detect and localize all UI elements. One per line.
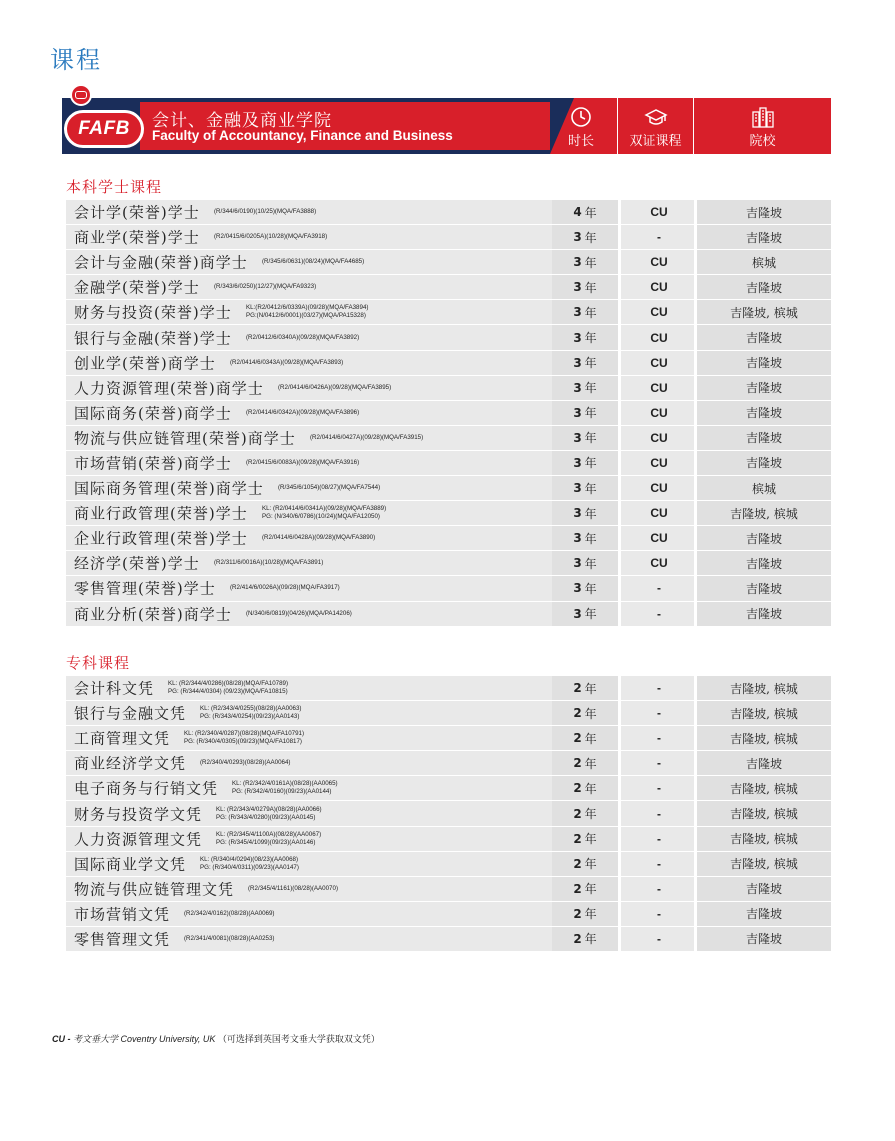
dual-award-cell: CU — [650, 280, 668, 295]
duration-cell — [552, 250, 618, 274]
duration-unit: 年 — [584, 381, 597, 396]
dual-award-cell: CU — [650, 556, 668, 571]
table-row — [66, 551, 831, 576]
program-code — [246, 409, 359, 417]
duration-value: 3 — [573, 380, 582, 395]
program-code-line: PG: (R/344/4/0304) (09/23)(MQA/FA10815) — [168, 688, 288, 696]
duration-value: 2 — [573, 781, 582, 796]
duration-value: 3 — [573, 455, 582, 470]
footnote-abbr: CU - — [52, 1034, 71, 1044]
program-code-line: KL: (R2/342/4/0161A)(08/28)(AA0065) — [232, 780, 338, 788]
program-code-line: (R2/414/6/0026A)(09/28)(MQA/FA3917) — [230, 584, 340, 592]
duration-value: 2 — [573, 681, 582, 696]
dual-award-cell: - — [657, 881, 661, 896]
program-name: 财务与投资(荣誉)学士 — [74, 303, 232, 322]
duration-unit: 年 — [584, 331, 597, 346]
degree-table — [66, 200, 831, 627]
duration-cell — [552, 401, 618, 425]
program-code — [214, 208, 316, 216]
footnote-note: （可选择到英国考文垂大学获取双文凭） — [217, 1034, 380, 1044]
duration-cell — [552, 476, 618, 500]
duration-unit: 年 — [584, 305, 597, 320]
dual-award-cell: CU — [650, 531, 668, 546]
campus-cell: 吉隆坡, 槟城 — [697, 776, 831, 800]
duration-value: 2 — [573, 706, 582, 721]
program-code-line: KL: (R2/343/4/0255)(08/28)(AA0063) — [200, 705, 302, 713]
dual-award-cell: - — [657, 581, 661, 596]
campus-cell: 吉隆坡 — [697, 376, 831, 400]
duration-cell — [552, 776, 618, 800]
program-code-line: (R2/0414/6/0343A)(09/28)(MQA/FA3893) — [230, 358, 344, 366]
table-row — [66, 927, 831, 952]
program-code-line: (R2/340/4/0293)(08/28)(AA0064) — [200, 759, 291, 767]
program-code-line: (R/345/6/0631)(08/24)(MQA/FA4685) — [262, 258, 365, 266]
duration-cell — [552, 902, 618, 926]
program-code-line: PG: (N/340/6/0786)(10/24)(MQA/FA12050) — [262, 513, 380, 521]
duration-value: 3 — [573, 305, 582, 320]
program-code — [262, 505, 386, 521]
campus-cell: 吉隆坡 — [697, 401, 831, 425]
program-code — [230, 359, 343, 367]
duration-value: 3 — [573, 556, 582, 571]
header-dual-label: 双证课程 — [629, 134, 682, 149]
table-row — [66, 275, 831, 300]
graduation-cap-icon — [644, 108, 668, 128]
program-name: 国际商务(荣誉)商学士 — [74, 404, 232, 423]
campus-cell: 吉隆坡, 槟城 — [697, 300, 831, 324]
duration-value: 3 — [573, 481, 582, 496]
program-code-line: (R/344/6/0190)(10/25)(MQA/FA3888) — [214, 208, 317, 216]
dual-award-cell: CU — [650, 355, 668, 370]
program-code-line: PG: (R/342/4/0160)(09/23)(AA0144) — [232, 788, 332, 796]
duration-unit: 年 — [584, 356, 597, 371]
duration-value: 3 — [573, 255, 582, 270]
table-row — [66, 376, 831, 401]
campus-cell: 吉隆坡 — [697, 902, 831, 926]
table-row — [66, 250, 831, 275]
campus-cell: 吉隆坡 — [697, 576, 831, 600]
duration-value: 3 — [573, 606, 582, 621]
header-campus — [693, 98, 831, 154]
duration-cell — [552, 300, 618, 324]
program-name: 会计学(荣誉)学士 — [74, 203, 200, 222]
table-row — [66, 877, 831, 902]
header-duration-label: 时长 — [567, 134, 594, 149]
program-code — [200, 759, 290, 767]
duration-unit: 年 — [584, 681, 597, 696]
dual-award-cell: CU — [650, 380, 668, 395]
program-name: 市场营销文凭 — [74, 905, 171, 924]
duration-cell — [552, 325, 618, 349]
page-title: 课程 — [50, 46, 102, 74]
program-code — [168, 680, 288, 696]
campus-cell: 吉隆坡 — [697, 551, 831, 575]
table-row — [66, 602, 831, 627]
campus-cell: 吉隆坡, 槟城 — [697, 827, 831, 851]
campus-cell: 吉隆坡, 槟城 — [697, 801, 831, 825]
duration-cell — [552, 751, 618, 775]
table-row — [66, 776, 831, 801]
campus-cell: 吉隆坡, 槟城 — [697, 701, 831, 725]
campus-cell: 吉隆坡 — [697, 225, 831, 249]
campus-cell: 吉隆坡 — [697, 426, 831, 450]
duration-unit: 年 — [584, 406, 597, 421]
duration-unit: 年 — [584, 280, 597, 295]
table-row — [66, 401, 831, 426]
campus-cell: 吉隆坡 — [697, 526, 831, 550]
diploma-table — [66, 676, 831, 952]
program-code — [278, 384, 391, 392]
program-name: 零售管理文凭 — [74, 930, 171, 949]
duration-value: 3 — [573, 506, 582, 521]
duration-unit: 年 — [584, 230, 597, 245]
duration-unit: 年 — [584, 431, 597, 446]
fafb-logo — [64, 110, 144, 148]
dual-award-cell: - — [657, 856, 661, 871]
program-name: 人力资源管理(荣誉)商学士 — [74, 379, 264, 398]
header-dual — [617, 98, 693, 154]
duration-cell — [552, 827, 618, 851]
duration-cell — [552, 576, 618, 600]
duration-value: 2 — [573, 931, 582, 946]
table-row — [66, 701, 831, 726]
footnote-en: Coventry University, UK — [120, 1034, 216, 1044]
duration-cell — [552, 275, 618, 299]
table-row — [66, 325, 831, 350]
program-code-line: KL:(R2/0412/6/0339A)(09/28)(MQA/FA3894) — [246, 304, 369, 312]
clock-icon — [570, 106, 592, 128]
duration-unit: 年 — [584, 205, 597, 220]
program-name: 市场营销(荣誉)商学士 — [74, 454, 232, 473]
campus-cell: 吉隆坡, 槟城 — [697, 501, 831, 525]
table-row — [66, 676, 831, 701]
program-code-line: KL: (R2/340/4/0287)(08/28)(MQA/FA10791) — [184, 730, 305, 738]
header-campus-label: 院校 — [749, 134, 776, 149]
table-row — [66, 225, 831, 250]
duration-value: 2 — [573, 756, 582, 771]
campus-cell: 吉隆坡 — [697, 877, 831, 901]
campus-cell: 槟城 — [697, 250, 831, 274]
faculty-name-cn: 会计、金融及商业学院 — [152, 111, 332, 131]
duration-cell — [552, 225, 618, 249]
dual-award-cell: - — [657, 230, 661, 245]
duration-unit: 年 — [584, 506, 597, 521]
duration-unit: 年 — [584, 481, 597, 496]
dual-award-cell: CU — [650, 205, 668, 220]
dual-award-cell: - — [657, 731, 661, 746]
dual-award-cell: CU — [650, 506, 668, 521]
faculty-name-en: Faculty of Accountancy, Finance and Business — [152, 128, 453, 143]
program-code-line: (R2/0412/6/0340A)(09/28)(MQA/FA3892) — [246, 333, 360, 341]
duration-unit: 年 — [584, 706, 597, 721]
duration-value: 3 — [573, 280, 582, 295]
duration-unit: 年 — [584, 781, 597, 796]
dual-award-cell: - — [657, 831, 661, 846]
table-row — [66, 351, 831, 376]
duration-cell — [552, 676, 618, 700]
campus-cell: 吉隆坡, 槟城 — [697, 726, 831, 750]
duration-cell — [552, 701, 618, 725]
duration-cell — [552, 426, 618, 450]
program-code-line: (R2/345/4/1161)(08/28)(AA0070) — [248, 884, 339, 892]
table-row — [66, 751, 831, 776]
program-code-line: (R2/342/4/0162)(08/28)(AA0069) — [184, 909, 275, 917]
duration-unit: 年 — [584, 756, 597, 771]
program-code-line: (R2/0414/6/0428A)(09/28)(MQA/FA3890) — [262, 534, 376, 542]
program-name: 企业行政管理(荣誉)学士 — [74, 529, 248, 548]
duration-cell — [552, 526, 618, 550]
program-code — [246, 610, 352, 618]
program-name: 商业经济学文凭 — [74, 754, 187, 773]
duration-value: 3 — [573, 230, 582, 245]
program-code-line: (R2/0415/6/0083A)(09/28)(MQA/FA3916) — [246, 458, 360, 466]
duration-value: 3 — [573, 405, 582, 420]
campus-cell: 吉隆坡, 槟城 — [697, 676, 831, 700]
dual-award-cell: CU — [650, 255, 668, 270]
duration-value: 3 — [573, 355, 582, 370]
campus-cell: 吉隆坡 — [697, 351, 831, 375]
campus-cell: 吉隆坡, 槟城 — [697, 852, 831, 876]
duration-value: 2 — [573, 881, 582, 896]
duration-cell — [552, 501, 618, 525]
faculty-banner — [62, 98, 831, 154]
dual-award-cell: - — [657, 806, 661, 821]
program-name: 创业学(荣誉)商学士 — [74, 354, 216, 373]
program-name: 工商管理文凭 — [74, 729, 171, 748]
duration-value: 2 — [573, 731, 582, 746]
program-code — [184, 935, 274, 943]
program-code-line: PG: (R/343/4/0254)(09/23)(AA0143) — [200, 713, 300, 721]
campus-cell: 吉隆坡 — [697, 325, 831, 349]
program-code — [246, 334, 359, 342]
duration-unit: 年 — [584, 556, 597, 571]
duration-unit: 年 — [584, 832, 597, 847]
table-row — [66, 576, 831, 601]
program-code — [200, 705, 301, 721]
duration-cell — [552, 602, 618, 626]
dual-award-cell: - — [657, 906, 661, 921]
duration-unit: 年 — [584, 581, 597, 596]
duration-unit: 年 — [584, 857, 597, 872]
program-code-line: KL: (R2/343/4/0279A)(08/28)(AA0066) — [216, 805, 322, 813]
table-row — [66, 451, 831, 476]
campus-cell: 吉隆坡 — [697, 275, 831, 299]
footnote — [52, 1032, 380, 1045]
duration-unit: 年 — [584, 255, 597, 270]
dual-award-cell: CU — [650, 481, 668, 496]
program-code-line: PG: (R/340/4/0305)(09/23)(MQA/FA10817) — [184, 738, 302, 746]
duration-cell — [552, 376, 618, 400]
program-code — [246, 459, 359, 467]
duration-value: 4 — [573, 205, 582, 220]
program-name: 电子商务与行销文凭 — [74, 779, 219, 798]
duration-cell — [552, 451, 618, 475]
duration-unit: 年 — [584, 882, 597, 897]
dual-award-cell: CU — [650, 405, 668, 420]
program-name: 银行与金融(荣誉)学士 — [74, 329, 232, 348]
campus-cell: 吉隆坡 — [697, 451, 831, 475]
program-code — [278, 484, 380, 492]
program-code — [262, 534, 375, 542]
program-name: 商业学(荣誉)学士 — [74, 228, 200, 247]
program-code — [184, 910, 274, 918]
duration-value: 3 — [573, 531, 582, 546]
dual-award-cell: - — [657, 681, 661, 696]
duration-cell — [552, 877, 618, 901]
program-code — [232, 780, 338, 796]
program-name: 国际商业学文凭 — [74, 855, 187, 874]
table-row — [66, 300, 831, 325]
duration-unit: 年 — [584, 932, 597, 947]
program-name: 物流与供应链管理文凭 — [74, 880, 235, 899]
table-row — [66, 426, 831, 451]
program-code-line: KL: (R2/0414/6/0341A)(09/28)(MQA/FA3889) — [262, 505, 387, 513]
program-name: 财务与投资学文凭 — [74, 805, 203, 824]
program-code-line: (R2/341/4/0081)(08/28)(AA0253) — [184, 934, 275, 942]
program-code-line: PG: (R/343/4/0280)(09/23)(AA0145) — [216, 813, 316, 821]
duration-unit: 年 — [584, 531, 597, 546]
duration-value: 3 — [573, 430, 582, 445]
program-code — [200, 856, 299, 872]
duration-value: 2 — [573, 831, 582, 846]
dual-award-cell: - — [657, 781, 661, 796]
program-code — [216, 831, 321, 847]
dual-award-cell: CU — [650, 455, 668, 470]
table-row — [66, 827, 831, 852]
building-icon — [751, 106, 775, 128]
program-code — [310, 434, 423, 442]
degree-section-title: 本科学士课程 — [66, 178, 163, 196]
footnote-cn: 考文垂大学 — [73, 1034, 119, 1044]
program-code-line: (R2/311/6/0016A)(10/28)(MQA/FA3891) — [214, 559, 324, 567]
duration-cell — [552, 200, 618, 224]
table-row — [66, 501, 831, 526]
duration-cell — [552, 801, 618, 825]
program-code-line: (R2/0414/6/0342A)(09/28)(MQA/FA3896) — [246, 408, 360, 416]
duration-cell — [552, 726, 618, 750]
campus-cell: 吉隆坡 — [697, 751, 831, 775]
table-row — [66, 852, 831, 877]
program-code-line: KL: (R/340/4/0294)(08/23)(AA0068) — [200, 855, 299, 863]
program-code-line: KL: (R2/345/4/1100A)(08/28)(AA0067) — [216, 830, 322, 838]
campus-cell: 吉隆坡 — [697, 602, 831, 626]
program-code-line: (R2/0414/6/0426A)(09/28)(MQA/FA3895) — [278, 383, 392, 391]
dual-award-cell: - — [657, 606, 661, 621]
campus-cell: 吉隆坡 — [697, 927, 831, 951]
program-code-line: (R2/0414/6/0427A)(09/28)(MQA/FA3915) — [310, 433, 424, 441]
program-code-line: (R2/0415/6/0205A)(10/28)(MQA/FA3918) — [214, 233, 328, 241]
duration-value: 3 — [573, 330, 582, 345]
header-duration — [548, 98, 614, 154]
dual-award-cell: CU — [650, 330, 668, 345]
program-code — [262, 258, 364, 266]
duration-value: 2 — [573, 856, 582, 871]
duration-cell — [552, 852, 618, 876]
program-code — [246, 304, 368, 320]
duration-unit: 年 — [584, 731, 597, 746]
dual-award-cell: - — [657, 706, 661, 721]
table-row — [66, 801, 831, 826]
program-code — [214, 559, 323, 567]
dual-award-cell: - — [657, 931, 661, 946]
program-code — [184, 730, 304, 746]
table-row — [66, 526, 831, 551]
table-row — [66, 200, 831, 225]
program-name: 零售管理(荣誉)学士 — [74, 579, 216, 598]
duration-cell — [552, 927, 618, 951]
duration-unit: 年 — [584, 807, 597, 822]
diploma-section-title: 专科课程 — [66, 654, 131, 672]
table-row — [66, 902, 831, 927]
duration-cell — [552, 551, 618, 575]
program-name: 会计与金融(荣誉)商学士 — [74, 253, 248, 272]
dual-award-cell: CU — [650, 305, 668, 320]
duration-unit: 年 — [584, 907, 597, 922]
program-code-line: KL: (R2/344/4/0286)(08/28)(MQA/FA10789) — [168, 680, 289, 688]
program-code — [214, 233, 327, 241]
logo-text: FAFB — [78, 118, 130, 139]
program-name: 银行与金融文凭 — [74, 704, 187, 723]
program-code-line: (R/343/6/0250)(12/27)(MQA/FA9323) — [214, 283, 317, 291]
dual-award-cell: CU — [650, 430, 668, 445]
program-code-line: PG: (R/345/4/1099)(09/23)(AA0146) — [216, 838, 316, 846]
program-code — [214, 283, 316, 291]
program-name: 物流与供应链管理(荣誉)商学士 — [74, 429, 296, 448]
duration-unit: 年 — [584, 607, 597, 622]
program-code — [248, 885, 338, 893]
program-name: 国际商务管理(荣誉)商学士 — [74, 479, 264, 498]
program-name: 金融学(荣誉)学士 — [74, 278, 200, 297]
logo-badge-icon — [70, 84, 92, 106]
duration-cell — [552, 351, 618, 375]
program-name: 商业行政管理(荣誉)学士 — [74, 504, 248, 523]
program-name: 会计科文凭 — [74, 679, 155, 698]
duration-value: 3 — [573, 581, 582, 596]
campus-cell: 槟城 — [697, 476, 831, 500]
program-code-line: PG:(N/0412/6/0001)(03/27)(MQA/PA15328) — [246, 312, 366, 320]
table-row — [66, 476, 831, 501]
table-row — [66, 726, 831, 751]
program-code-line: (N/340/6/0819)(04/26)(MQA/PA14206) — [246, 609, 352, 617]
duration-value: 2 — [573, 806, 582, 821]
program-code-line: (R/345/6/1054)(08/27)(MQA/FA7544) — [278, 484, 381, 492]
duration-unit: 年 — [584, 456, 597, 471]
program-name: 经济学(荣誉)学士 — [74, 554, 200, 573]
program-name: 商业分析(荣誉)商学士 — [74, 605, 232, 624]
program-name: 人力资源管理文凭 — [74, 830, 203, 849]
program-code — [230, 584, 340, 592]
duration-value: 2 — [573, 906, 582, 921]
campus-cell: 吉隆坡 — [697, 200, 831, 224]
program-code — [216, 806, 322, 822]
program-code-line: PG: (R/340/4/0311)(09/23)(AA0147) — [200, 863, 299, 871]
dual-award-cell: - — [657, 756, 661, 771]
